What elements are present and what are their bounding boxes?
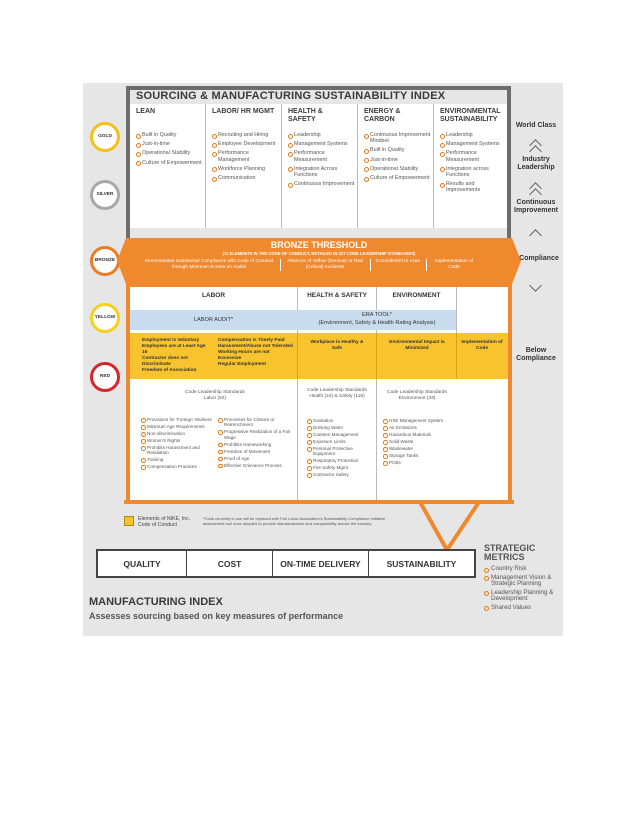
red-level-badge: RED [90,362,120,392]
list-item: Just-in-time [136,141,204,147]
list-item: Culture of Empowerment [136,160,204,166]
band-divider [426,259,427,271]
legend-swatch [124,516,134,526]
list-item: Prohibits Harassment and Retaliation [141,445,213,456]
column-divider [297,333,298,379]
manufacturing-index-subtitle: Assesses sourcing based on key measures of performance [89,611,344,621]
labor-elements-a [142,338,212,374]
column-header: ENVIRONMENTAL SUSTAINABILITY [440,108,501,123]
list-item: Results and Improvements [440,181,508,193]
column-header: LEAN [136,108,156,115]
column-environmental [434,104,507,228]
band-arrow-left [117,238,126,284]
labor-elements-b [218,338,294,368]
era-tool-line2: (Environment, Safety & Health Rating Analysis) [318,320,436,326]
list-item: Hazardous Materials [383,432,455,437]
column-divider [376,333,377,379]
labor-standards-list-a [141,417,213,471]
env-standards-header [379,390,455,401]
bronze-threshold-subtitle: (11 ELEMENTS IN THE CODE OF CONDUCT, DETAILED IN 227 CODE LEADERSHIP STANDARDS) [222,251,416,256]
standards-count: Labor (52) [203,395,227,401]
list-item: Employee Development [212,141,280,147]
list-item: Drinking Water [307,425,373,430]
standards-title: Code Leadership Standards [307,388,367,393]
code-element: Regular Employment [218,362,266,367]
list-item: Storage Tanks [383,453,455,458]
list-item: Integration across Functions [440,166,508,178]
list-item: Shared Values [484,605,564,612]
list-item: Communication [212,175,280,181]
strategic-metrics-title: STRATEGIC METRICS [484,543,536,562]
list-item: Leadership [288,132,356,138]
code-element: Employees are at Least Age 16 [142,344,206,355]
era-tool-line1: ERA TOOL* [362,312,392,318]
column-labor-hr [206,104,282,228]
world-class-label: World Class [515,122,557,129]
list-item: Fire Safety Mgmt [307,465,373,470]
code-element: Harassment/Abuse not Tolerated [218,344,293,349]
list-item: Management Vision & Strategic Planning [484,575,564,588]
list-item: Proof of Age [218,456,294,461]
manufacturing-index-title: MANUFACTURING INDEX [89,596,223,608]
standards-count: Environment (33) [398,395,436,401]
list-item: Sanitation [307,418,373,423]
yellow-level-badge: YELLOW [90,303,120,333]
list-item: Recruiting and Hiring [212,132,280,138]
list-item: Minimum Age Requirements [141,424,213,429]
list-item: Exposure Limits [307,439,373,444]
bronze-item: Commitment to Lean [375,259,421,264]
standards-title: Code Leadership Standards [185,390,245,395]
pillars-panel [130,104,507,228]
list-item: Provisions for 'Foreign' Workers [141,417,213,422]
column-list [364,132,432,184]
list-item: Performance Management [212,150,280,162]
list-item: Canteen Management [307,432,373,437]
labor-header: LABOR [201,292,226,299]
bronze-threshold-title: BRONZE THRESHOLD [270,240,368,250]
metric-quality: QUALITY [98,551,187,576]
list-item: Women's Rights [141,438,213,443]
list-item: Continuous Improvement Mindset [364,132,432,144]
list-item: Contractor Safety [307,472,373,477]
column-energy-carbon [358,104,434,228]
column-list [136,132,204,169]
labor-standards-header [160,390,270,401]
compliance-label: Compliance [519,255,559,262]
hs-standards-list [307,418,373,479]
list-item: Country Risk [484,566,564,573]
below-compliance-label: Below Compliance [516,347,556,362]
band-arrow-right [512,238,521,284]
column-header: HEALTH & SAFETY [288,108,323,123]
column-list [288,132,356,190]
env-standards-list [383,418,455,467]
list-item: Continuous Improvement [288,181,356,187]
labor-standards-list-b [218,417,294,470]
list-item: Solid Waste [383,439,455,444]
implementation-element: Implementation of Code [461,340,503,351]
environment-header: ENVIRONMENT [392,292,441,299]
column-list [440,132,508,197]
bronze-item: Absence of Yellow (Serious) or Red (Critical) Incidents [287,259,363,270]
list-item: HSE Management System [383,418,455,423]
environment-element: Environmental Impact is Minimized [389,340,445,351]
bronze-item: Implementation of Code [434,259,474,270]
code-element: Working Hours are not Excessive [218,350,270,361]
silver-level-badge: SILVER [90,180,120,210]
column-health-safety [282,104,358,228]
strategic-metrics-list [484,566,564,613]
list-item: Respiratory Protection [307,458,373,463]
list-item: Compensation Practices [141,464,213,469]
list-item: Non-discrimination [141,431,213,436]
list-item: Effective Grievance Process [218,463,294,468]
code-element: Contractor does not Discriminate [142,356,188,367]
list-item: Progressive Realization of a Fair Wage [218,429,294,440]
manufacturing-metrics-bar [96,549,476,578]
list-item: Built in Quality [364,147,432,153]
standards-count: Health (24) & Safety (118) [309,393,365,399]
hs-standards-header [300,388,374,399]
list-item: Leadership Planning & Development [484,590,564,603]
list-item: Built in Quality [136,132,204,138]
list-item: Culture of Empowerment [364,175,432,181]
bronze-item: Demonstrates Substantial Compliance with Code of Conduct through Minimum Scores on Audits [144,259,274,270]
list-item: Air Emissions [383,425,455,430]
list-item: Training [141,457,213,462]
health-safety-element: Workplace is Healthy & Safe [310,340,364,351]
list-item: Workforce Planning [212,166,280,172]
bronze-level-badge: BRONZE [90,246,120,276]
band-divider [280,259,281,271]
metric-cost: COST [187,551,273,576]
index-title: SOURCING & MANUFACTURING SUSTAINABILITY INDEX [136,90,446,102]
list-item: Prohibits Homeworking [218,442,294,447]
column-divider [456,333,457,379]
standards-title: Code Leadership Standards [387,390,447,395]
column-header: LABOR/ HR MGMT [212,108,275,115]
industry-leadership-label: Industry Leadership [517,156,555,171]
list-item: Processes for Closure or Retrenchment [218,417,294,428]
list-item: PCBs [383,460,455,465]
list-item: Just-in-time [364,157,432,163]
list-item: Wastewater [383,446,455,451]
list-item: Management Systems [288,141,356,147]
column-lean [130,104,206,228]
health-safety-header: HEALTH & SAFETY [307,292,367,299]
labor-audit-label: LABOR AUDIT* [193,317,234,323]
list-item: Freedom of Movement [218,449,294,454]
code-element: Employment is Voluntary [142,338,200,343]
list-item: Operational Stability [364,166,432,172]
legend-footnote: *Tools currently in use will be replaced with Fair Labor Association's Sustainability Compliance Initiative assessment tool once adopted to provide standardization and comparability across the industry. [203,516,386,526]
code-element: Compensation is Timely Paid [218,338,285,343]
list-item: Personal Protective Equipment [307,446,373,457]
list-item: Management Systems [440,141,508,147]
list-item: Performance Measurement [440,150,508,162]
metric-on-time-delivery: ON-TIME DELIVERY [273,551,369,576]
metric-sustainability: SUSTAINABILITY [386,558,457,569]
continuous-improvement-label: Continuous Improvement [514,199,558,214]
legend-label: Elements of NIKE, Inc. Code of Conduct [138,516,191,528]
list-item: Leadership [440,132,508,138]
band-divider [370,259,371,271]
column-list [212,132,280,184]
list-item: Integration Across Functions [288,166,356,178]
list-item: Operational Stability [136,150,204,156]
list-item: Performance Measurement [288,150,356,162]
code-element: Freedom of Association [142,368,197,373]
gold-level-badge: GOLD [90,122,120,152]
column-header: ENERGY & CARBON [364,108,401,123]
